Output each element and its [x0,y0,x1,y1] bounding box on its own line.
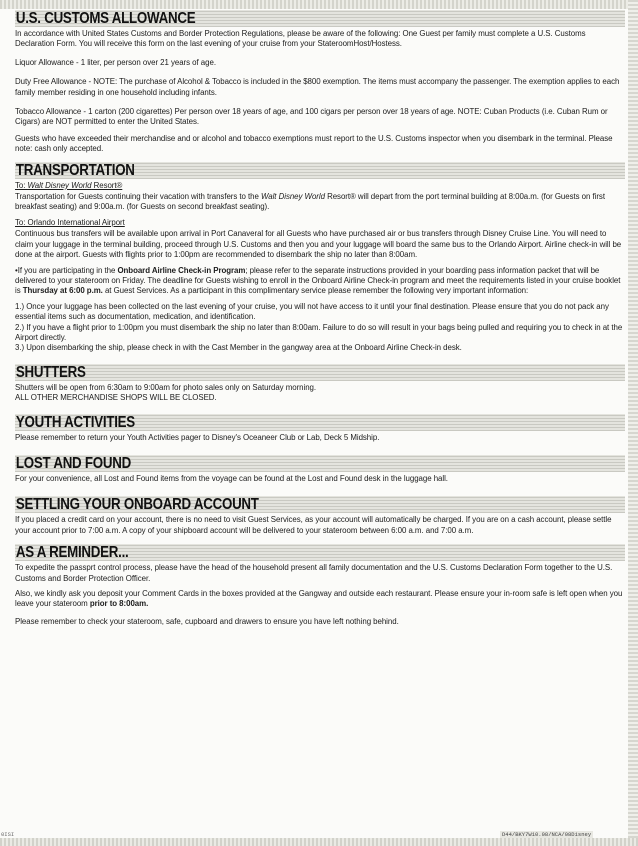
youth-pager-note: Please remember to return your Youth Activities pager to Disney's Oceaneer Club or Lab, Deck 5 Midship. [15,432,380,442]
scan-edge-bottom [0,838,638,846]
resort-transfer-text [15,192,625,213]
comment-cards-note [15,589,625,610]
luggage-note: 1.) Once your luggage has been collected on the last evening of your cruise, you will not have access to it until your final destination. Please ensure that you do not pack any essential items such as documentation, medication, and identification. [15,301,609,322]
transportation-heading: TRANSPORTATION [15,161,135,179]
comment-cards-text: Also, we kindly ask you deposit your Comment Cards in the boxes provided at the Gangway and outside each restaurant. Please ensure your in-room safe is left open when you leave your stateroom [15,589,623,609]
shutters-heading: SHUTTERS [15,363,86,381]
liquor-allowance: Liquor Allowance - 1 liter, per person over 21 years of age. [15,57,216,67]
youth-heading-bar [15,414,625,431]
airline-checkin-c: ; please refer to the separate instructions provided in your boarding pass information packet that will be delivered to your stateroom on Friday. The deadline for Guests wishing to enroll in the Onboard Airline Check-in program and meet the requirements listed in your cruise booklet is [15,265,621,296]
account-section [15,496,625,536]
shutters-heading-bar [15,364,625,381]
shutters-hours: Shutters will be open from 6:30am to 9:00am for photo sales only on Saturday morning. [15,382,317,392]
airline-checkin-a: •If you are participating in the [15,265,118,275]
scan-edge-right [628,0,638,846]
resort-transfer-text-b: Resort® will depart from the port terminal building at 8:00a.m. (for Guests on first breakfast seating) and 9:00a.m. (for Guests on second breakfast seating). [15,192,605,212]
customs-intro: In accordance with United States Customs and Border Protection Regulations, please be aware of the following: One Guest per family must complete a U.S. Customs Declaration Form. You will receive this form on the last evening of your cruise from your StateroomHost/Hostess. [15,29,586,49]
airport-subheading: To: Orlando International Airport [15,217,125,227]
resort-transfer-text-a: Transportation for Guests continuing their vacation with transfers to the [15,192,262,202]
airline-checkin-e: at Guest Services. As a participant in this complimentary service please remember the following very important information: [102,286,529,296]
comment-cards-deadline: prior to 8:00am. [89,599,149,609]
resort-subheading-name: Walt Disney World [27,180,92,190]
reminder-section [15,544,625,627]
shutters-section [15,364,625,404]
gangway-note: 3.) Upon disembarking the ship, please check in with the Cast Member in the gangway area at the Onboard Airline Check-in desk. [15,343,462,353]
transportation-heading-bar [15,162,625,179]
customs-section [15,10,625,155]
passport-note: To expedite the passprt control process, please have the head of the household present all family documentation and the U.S. Customs Declaration Form together to the U.S. Customs and Border Protection Officer. [15,563,613,583]
duty-free-allowance: Duty Free Allowance - NOTE: The purchase of Alcohol & Tobacco is included in the $800 exemption. The items must accompany the passenger. The exemption applies to each family member residing in one household including infants. [15,77,620,97]
lost-found-heading-bar [15,455,625,472]
airline-checkin-text [15,266,625,297]
shops-closed: ALL OTHER MERCHANDISE SHOPS WILL BE CLOSED. [15,393,217,403]
youth-section [15,414,625,443]
resort-subheading [15,181,625,191]
account-note: If you placed a credit card on your account, there is no need to visit Guest Services, as your account will automatically be charged. If you are on a cash account, please settle your account prior to 7:00 a.m. A copy of your shipboard account will be delivered to your stateroom between 6:00 a.m. and 7:00 a.m. [15,515,612,535]
youth-heading: YOUTH ACTIVITIES [15,413,135,431]
document-page [15,10,625,634]
customs-heading-bar [15,10,625,27]
stateroom-check-note: Please remember to check your stateroom, safe, cupboard and drawers to ensure you have left nothing behind. [15,616,399,626]
tobacco-allowance: Tobacco Allowance - 1 carton (200 cigarettes) Per person over 18 years of age, and 100 cigars per person over 18 years of age. NOTE: Cuban Products (i.e. Cuban Rum or Cigars) are NOT permitted to enter the United States. [15,107,608,127]
transportation-section [15,162,625,354]
exemption-notice: Guests who have exceeded their merchandise and or alcohol and tobacco exemptions must report to the U.S. Customs inspector when you disembark in the terminal. Please note: cash only accepted. [15,133,613,154]
resort-subheading-suffix: Resort® [91,180,123,190]
scan-edge-top [0,0,638,9]
flight-note: 2.) If you have a flight prior to 1:00pm you must disembark the ship no later than 8:00am. Failure to do so will result in your bags being pulled and requiring you to check in at the Airport directly. [15,322,623,342]
airport-transfer-text: Continuous bus transfers will be available upon arrival in Port Canaveral for all Guests who have purchased air or bus transfers through Disney Cruise Line. You will need to claim your luggage in the terminal building, proceed through U.S. Customs and then you and your luggage will board the same bus to the Orlando Airport. Airline check-in will be done at the airport. Guests with flights prior to 1:00pm are recommended to disembark the ship no later than 8:00am. [15,229,622,260]
lost-found-heading: LOST AND FOUND [15,454,131,472]
reminder-heading: AS A REMINDER... [15,544,129,562]
reminder-heading-bar [15,544,625,561]
airline-checkin-program: Onboard Airline Check-in Program [117,265,246,275]
account-heading-bar [15,496,625,513]
resort-subheading-prefix: To: [15,180,28,190]
airline-checkin-deadline: Thursday at 6:00 p.m. [22,286,103,296]
account-heading: SETTLING YOUR ONBOARD ACCOUNT [15,496,259,514]
lost-found-section [15,455,625,484]
document-code: D44/BKY7W10.08/NCA/08Disney [502,831,592,838]
lost-found-note: For your convenience, all Lost and Found items from the voyage can be found at the Lost and Found desk in the luggage hall. [15,473,448,483]
resort-transfer-name: Walt Disney World [261,192,325,202]
page-left-code: 0ISI [1,831,15,838]
customs-heading: U.S. CUSTOMS ALLOWANCE [15,10,196,27]
